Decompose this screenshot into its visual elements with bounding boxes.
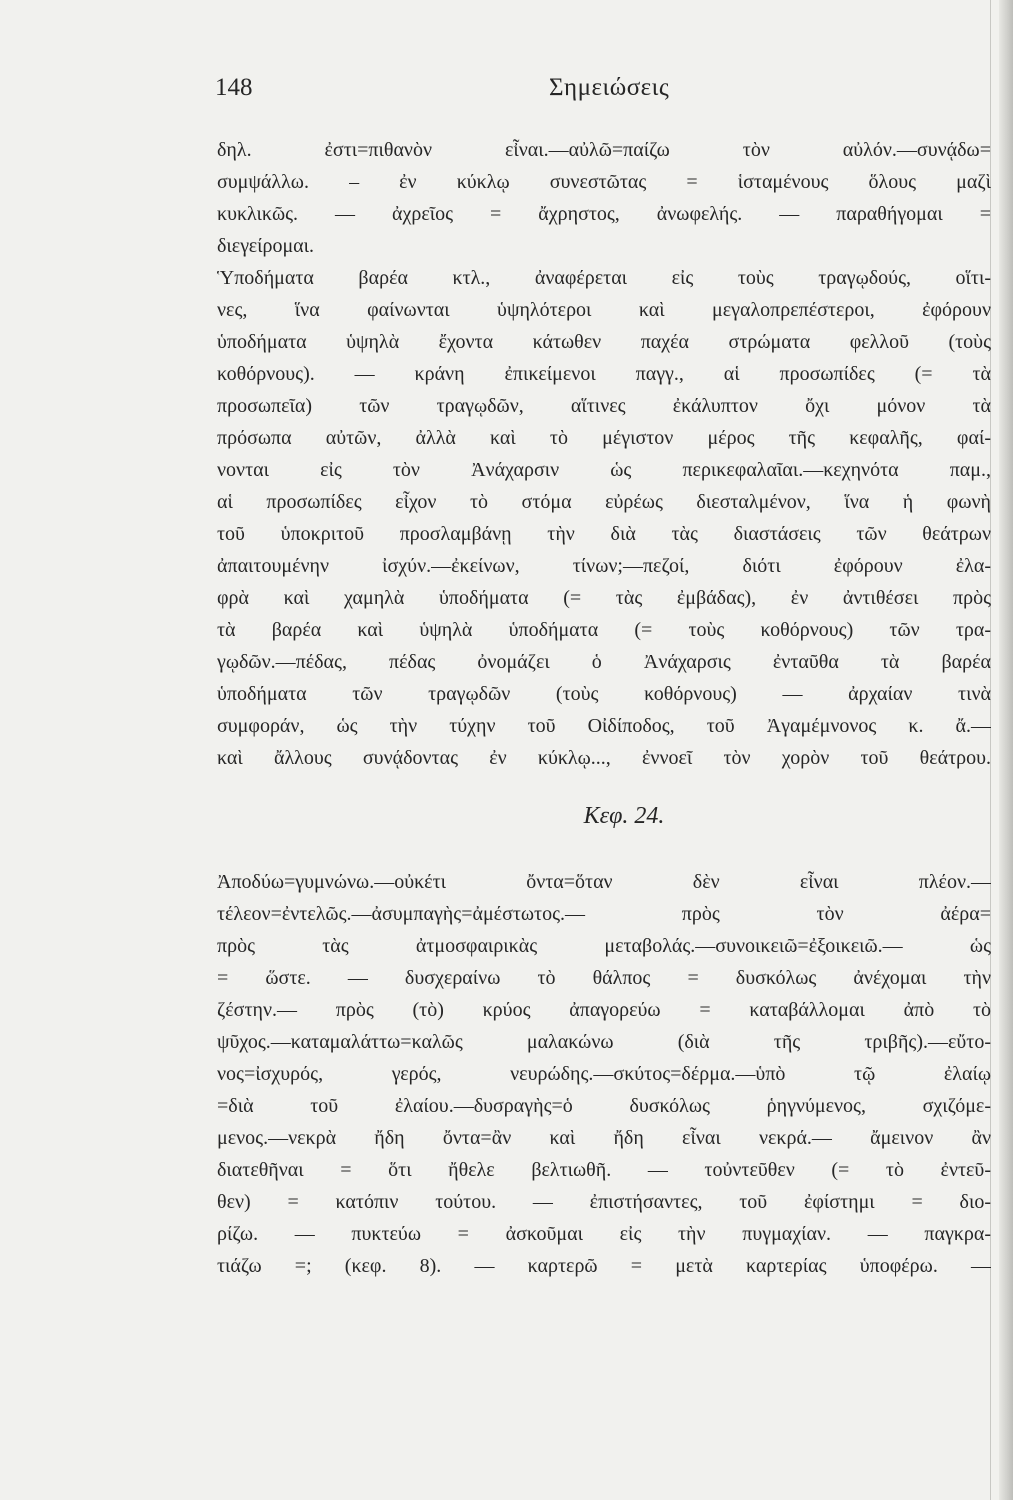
text-line: καὶ ἄλλους συνᾴδοντας ἐν κύκλῳ..., ἐννοεῖ τὸν χορὸν τοῦ θεάτρου. (217, 747, 991, 769)
text-line: κοθόρνους). — κράνη ἐπικείμενοι παγγ., αἱ προσωπίδες (= τὰ (217, 363, 991, 385)
text-line: νος=ἰσχυρός, γερός, νευρώδης.—σκύτος=δέρμα.—ὑπὸ τῷ ἐλαίῳ (217, 1063, 991, 1085)
page-number: 148 (215, 74, 253, 101)
text-line: τὰ βαρέα καὶ ὑψηλὰ ὑποδήματα (= τοὺς κοθόρνους) τῶν τρα- (217, 619, 991, 641)
notes-block-before (217, 134, 991, 774)
text-line: νονται εἰς τὸν Ἀνάχαρσιν ὡς περικεφαλαῖαι.—κεχηνότα παμ., (217, 459, 991, 481)
text-line: = ὥστε. — δυσχεραίνω τὸ θάλπος = δυσκόλως ἀνέχομαι τὴν (217, 967, 991, 989)
notes-block-after (217, 866, 991, 1282)
text-line: τέλεον=ἐντελῶς.—ἀσυμπαγὴς=ἀμέστωτος.— πρὸς τὸν ἀέρα= (217, 903, 991, 925)
chapter-heading: Κεφ. 24. (583, 803, 665, 829)
text-line: συμφοράν, ὡς τὴν τύχην τοῦ Οἰδίποδος, τοῦ Ἀγαμέμνονος κ. ἄ.— (217, 715, 991, 737)
text-line: γῳδῶν.—πέδας, πέδας ὀνομάζει ὁ Ἀνάχαρσις ἐνταῦθα τὰ βαρέα (217, 651, 991, 673)
text-line: τοῦ ὑποκριτοῦ προσλαμβάνῃ τὴν διὰ τὰς διαστάσεις τῶν θεάτρων (217, 523, 991, 545)
text-line: διεγείρομαι. (217, 235, 315, 257)
text-line: Ἀποδύω=γυμνώνω.—οὐκέτι ὄντα=ὅταν δὲν εἶναι πλέον.— (217, 871, 991, 893)
text-line: ἀπαιτουμένην ἰσχύν.—ἐκείνων, τίνων;—πεζοί, διότι ἐφόρουν ἐλα- (217, 555, 991, 577)
text-line: προσωπεῖα) τῶν τραγῳδῶν, αἵτινες ἐκάλυπτον ὄχι μόνον τὰ (217, 395, 991, 417)
text-line: συμψάλλω. – ἐν κύκλῳ συνεστῶτας = ἱσταμένους ὅλους μαζὶ (217, 171, 991, 193)
text-line: ρίζω. — πυκτεύω = ἀσκοῦμαι εἰς τὴν πυγμαχίαν. — παγκρα- (217, 1223, 991, 1245)
text-line: ὑποδήματα ὑψηλὰ ἔχοντα κάτωθεν παχέα στρώματα φελλοῦ (τοὺς (217, 331, 991, 353)
text-line: θεν) = κατόπιν τούτου. — ἐπιστήσαντες, τοῦ ἐφίστημι = διο- (217, 1191, 991, 1213)
text-line: ζέστην.— πρὸς (τὸ) κρύος ἀπαγορεύω = καταβάλλομαι ἀπὸ τὸ (217, 999, 991, 1021)
page-header (215, 74, 990, 114)
text-line: νες, ἵνα φαίνωνται ὑψηλότεροι καὶ μεγαλοπρεπέστεροι, ἐφόρουν (217, 299, 991, 321)
text-line: μενος.—νεκρὰ ἤδη ὄντα=ἂν καὶ ἤδη εἶναι νεκρά.— ἄμεινον ἂν (217, 1127, 991, 1149)
text-line: τιάζω =; (κεφ. 8). — καρτερῶ = μετὰ καρτερίας ὑποφέρω. — (217, 1255, 991, 1277)
text-line: αἱ προσωπίδες εἶχον τὸ στόμα εὐρέως διεσταλμένον, ἵνα ἡ φωνὴ (217, 491, 991, 513)
text-line: πρόσωπα αὐτῶν, ἀλλὰ καὶ τὸ μέγιστον μέρος τῆς κεφαλῆς, φαί- (217, 427, 991, 449)
text-line: πρὸς τὰς ἀτμοσφαιρικὰς μεταβολάς.—συνοικειῶ=ἐξοικειῶ.— ὡς (217, 935, 991, 957)
text-line: ὑποδήματα τῶν τραγῳδῶν (τοὺς κοθόρνους) — ἀρχαίαν τινὰ (217, 683, 991, 705)
text-line: =διὰ τοῦ ἐλαίου.—δυσραγὴς=ὁ δυσκόλως ῥηγνύμενος, σχιζόμε- (217, 1095, 991, 1117)
text-line: φρὰ καὶ χαμηλὰ ὑποδήματα (= τὰς ἐμβάδας), ἐν ἀντιθέσει πρὸς (217, 587, 991, 609)
text-line: Ὑποδήματα βαρέα κτλ., ἀναφέρεται εἰς τοὺς τραγῳδούς, οἵτι- (217, 267, 991, 289)
text-line: δηλ. ἐστι=πιθανὸν εἶναι.—αὐλῶ=παίζω τὸν αὐλόν.—συνᾴδω= (217, 139, 991, 161)
text-line: κυκλικῶς. — ἀχρεῖος = ἄχρηστος, ἀνωφελής. — παραθήγομαι = (217, 203, 991, 225)
page-text (217, 134, 991, 1282)
text-line: διατεθῆναι = ὅτι ἤθελε βελτιωθῆ. — τοὐντεῦθεν (= τὸ ἐντεῦ- (217, 1159, 991, 1181)
text-line: ψῦχος.—καταμαλάττω=καλῶς μαλακώνω (διὰ τῆς τριβῆς).—εὔτο- (217, 1031, 991, 1053)
page-edge-shadow (999, 0, 1013, 1500)
running-head: Σημειώσεις (549, 74, 670, 101)
